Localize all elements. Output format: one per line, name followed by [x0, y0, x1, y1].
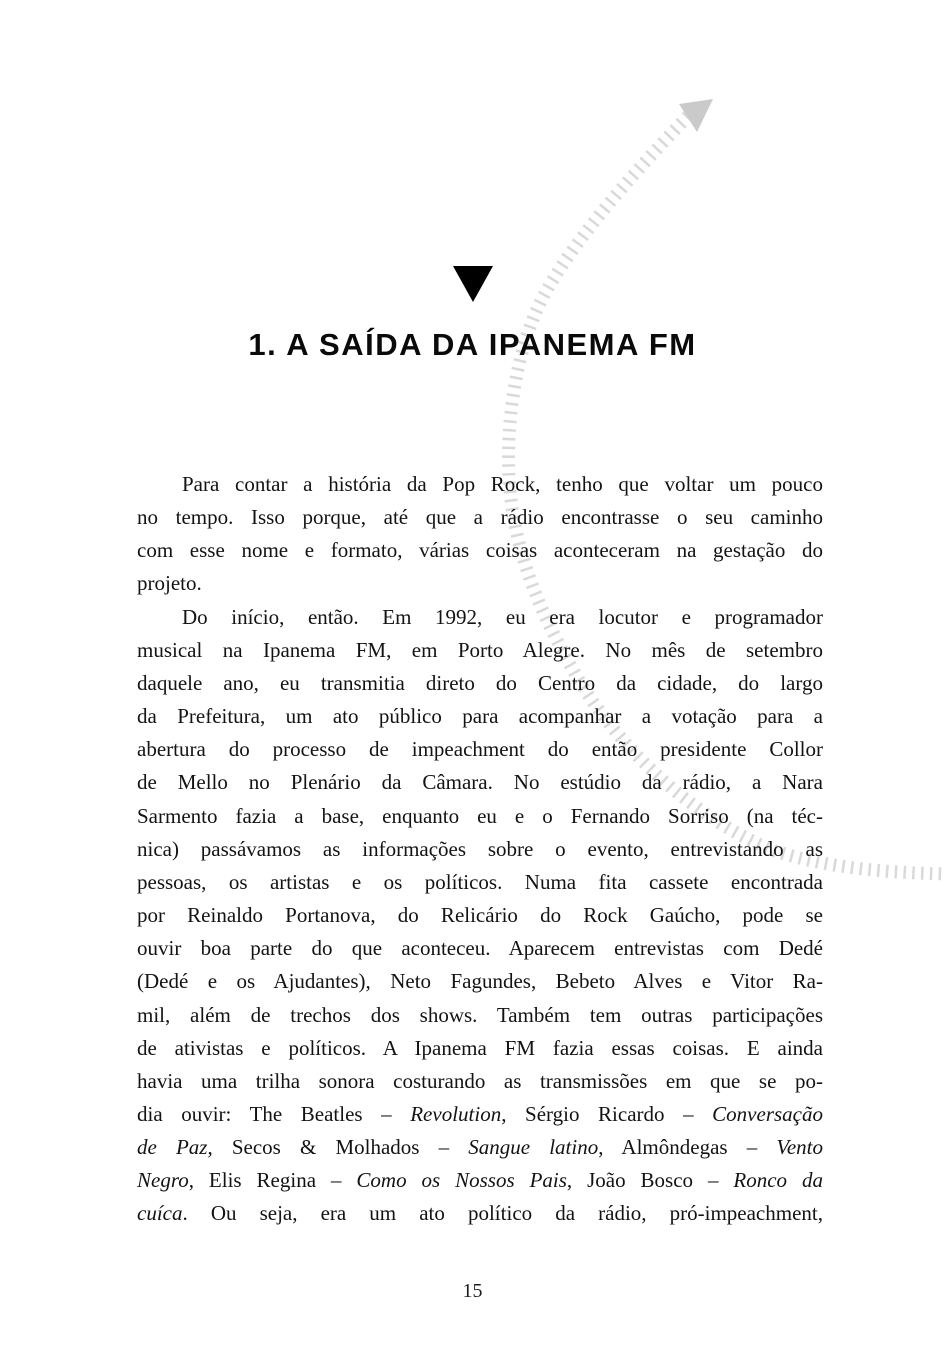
text-segment: Sarmento fazia a base, enquanto eu e o Fernando Sorriso (na téc-	[137, 803, 823, 828]
text-segment: (Dedé e os Ajudantes), Neto Fagundes, Bebeto Alves e Vitor Ra-	[137, 969, 823, 994]
body-line	[137, 866, 823, 899]
italic-text-segment: Vento	[776, 1135, 824, 1160]
text-segment: com esse nome e formato, várias coisas aconteceram na gestação do	[137, 538, 823, 563]
text-segment: . Ou seja, era um ato político da rádio, pró-impeachment,	[182, 1201, 823, 1226]
text-segment: abertura do processo de impeachment do então presidente Collor	[137, 737, 823, 762]
italic-text-segment: Como os Nossos Pais	[356, 1168, 567, 1193]
text-segment: ouvir boa parte do que aconteceu. Aparecem entrevistas com Dedé	[137, 936, 823, 961]
text-segment: havia uma trilha sonora costurando as transmissões em que se po-	[137, 1068, 823, 1093]
text-segment: de ativistas e políticos. A Ipanema FM fazia essas coisas. E ainda	[137, 1035, 823, 1060]
body-line	[137, 468, 823, 501]
text-segment: nica) passávamos as informações sobre o evento, entrevistando as	[137, 836, 823, 861]
italic-text-segment: Revolution	[410, 1101, 502, 1126]
italic-text-segment: Negro	[137, 1168, 189, 1193]
text-segment: mil, além de trechos dos shows. Também tem outras participações	[137, 1002, 823, 1027]
body-text	[137, 468, 823, 1231]
body-line	[137, 766, 823, 799]
body-line	[137, 567, 823, 600]
body-line	[137, 1131, 823, 1164]
body-line	[137, 733, 823, 766]
italic-text-segment: Sangue latino	[468, 1135, 599, 1160]
text-segment: por Reinaldo Portanova, do Relicário do Rock Gaúcho, pode se	[137, 903, 823, 928]
body-line	[137, 601, 823, 634]
chapter-title: 1. A SAÍDA DA IPANEMA FM	[248, 327, 697, 362]
body-line	[137, 667, 823, 700]
text-segment: , João Bosco –	[566, 1168, 734, 1193]
body-line	[137, 1032, 823, 1065]
body-line	[137, 932, 823, 965]
body-line	[137, 999, 823, 1032]
text-segment: de Mello no Plenário da Câmara. No estúdio da rádio, a Nara	[137, 770, 823, 795]
text-segment: daquele ano, eu transmitia direto do Centro da cidade, do largo	[137, 670, 823, 695]
text-segment: Do início, então. Em 1992, eu era locutor e programador	[182, 604, 823, 629]
body-line	[137, 1098, 823, 1131]
body-line	[137, 501, 823, 534]
body-line	[137, 800, 823, 833]
page-number: 15	[462, 1280, 483, 1302]
body-line	[137, 1164, 823, 1197]
text-segment: , Sérgio Ricardo –	[501, 1101, 713, 1126]
text-segment: da Prefeitura, um ato público para acompanhar a votação para a	[137, 704, 823, 729]
body-line	[137, 700, 823, 733]
body-line	[137, 1197, 823, 1230]
body-line	[137, 833, 823, 866]
italic-text-segment: Ronco da	[733, 1168, 823, 1193]
text-segment: musical na Ipanema FM, em Porto Alegre. No mês de setembro	[137, 637, 823, 662]
chapter-marker-triangle-icon	[452, 265, 494, 303]
italic-text-segment: cuíca	[137, 1201, 183, 1226]
text-segment: projeto.	[137, 571, 202, 596]
italic-text-segment: de Paz	[137, 1135, 208, 1160]
body-line	[137, 534, 823, 567]
text-segment: no tempo. Isso porque, até que a rádio encontrasse o seu caminho	[137, 505, 823, 530]
body-line	[137, 634, 823, 667]
text-segment: , Elis Regina –	[188, 1168, 357, 1193]
text-segment: , Almôndegas –	[598, 1135, 777, 1160]
text-segment: , Secos & Molhados –	[207, 1135, 469, 1160]
body-line	[137, 1065, 823, 1098]
text-segment: Para contar a história da Pop Rock, tenho que voltar um pouco	[182, 472, 823, 496]
text-segment: pessoas, os artistas e os políticos. Numa fita cassete encontrada	[137, 869, 823, 894]
body-line	[137, 965, 823, 998]
text-segment: dia ouvir: The Beatles –	[137, 1101, 411, 1126]
italic-text-segment: Conversação	[712, 1101, 823, 1126]
body-line	[137, 899, 823, 932]
